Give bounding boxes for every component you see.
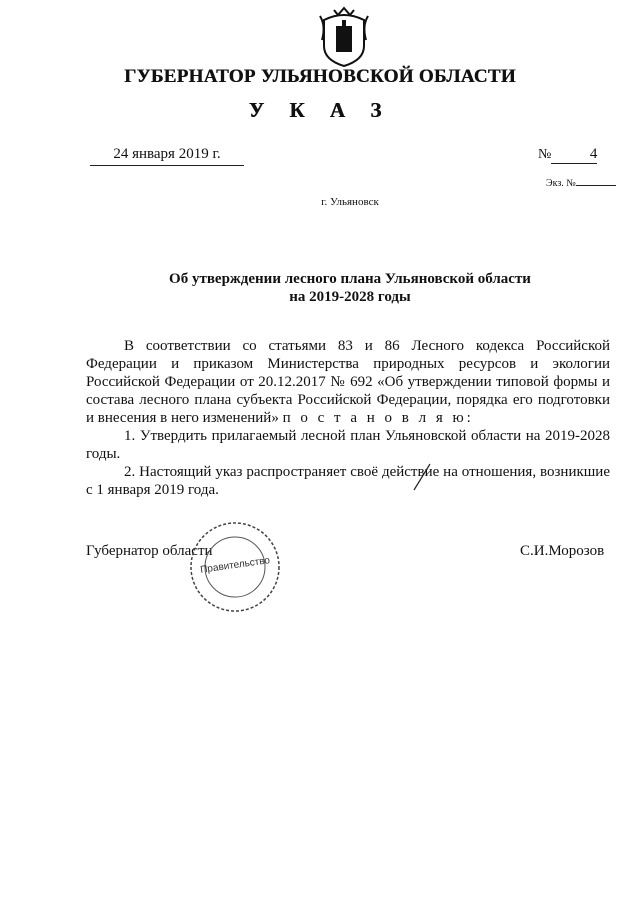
stamp-text: Правительство xyxy=(199,555,271,576)
copy-label: Экз. № xyxy=(546,178,576,189)
preamble-text: В соответствии со статьями 83 и 86 Лесного кодекса Российской Федерации и приказом Министерства природных ресурсов и экологии Российской Федерации от 20.12.2017 № 692 «Об утверждении типовой формы и состава лесного плана субъекта Российской Федерации, порядка его подготовки и внесения в него изменений» xyxy=(86,338,610,426)
heading-line-1: Об утверждении лесного плана Ульяновской области xyxy=(169,271,531,287)
issuer-title: ГУБЕРНАТОР УЛЬЯНОВСКОЙ ОБЛАСТИ xyxy=(124,66,516,87)
clause-2: 2. Настоящий указ распространяет своё действие на отношения, возникшие с 1 января 2019 года. xyxy=(86,464,610,498)
signatory-name: С.И.Морозов xyxy=(520,543,605,559)
document-date: 24 января 2019 г. xyxy=(90,146,244,166)
number-label: № xyxy=(538,147,552,162)
document-type: У К А З xyxy=(248,98,392,122)
official-stamp xyxy=(188,520,282,614)
document-number xyxy=(538,146,597,164)
copy-number-line xyxy=(576,185,616,186)
document-body xyxy=(86,337,610,499)
clause-1: 1. Утвердить прилагаемый лесной план Ульяновской области на 2019-2028 годы. xyxy=(86,428,610,462)
copy-number xyxy=(546,178,616,189)
handwritten-signature xyxy=(410,462,450,492)
document-heading xyxy=(0,270,640,306)
signatory-position: Губернатор области xyxy=(86,543,213,559)
city: г. Ульяновск xyxy=(321,196,379,208)
heading-line-2: на 2019-2028 годы xyxy=(289,289,411,305)
preamble-paragraph xyxy=(86,337,610,427)
coat-of-arms-icon xyxy=(316,6,372,68)
decree-word: п о с т а н о в л я ю: xyxy=(282,410,474,426)
number-value: 4 xyxy=(551,146,597,164)
